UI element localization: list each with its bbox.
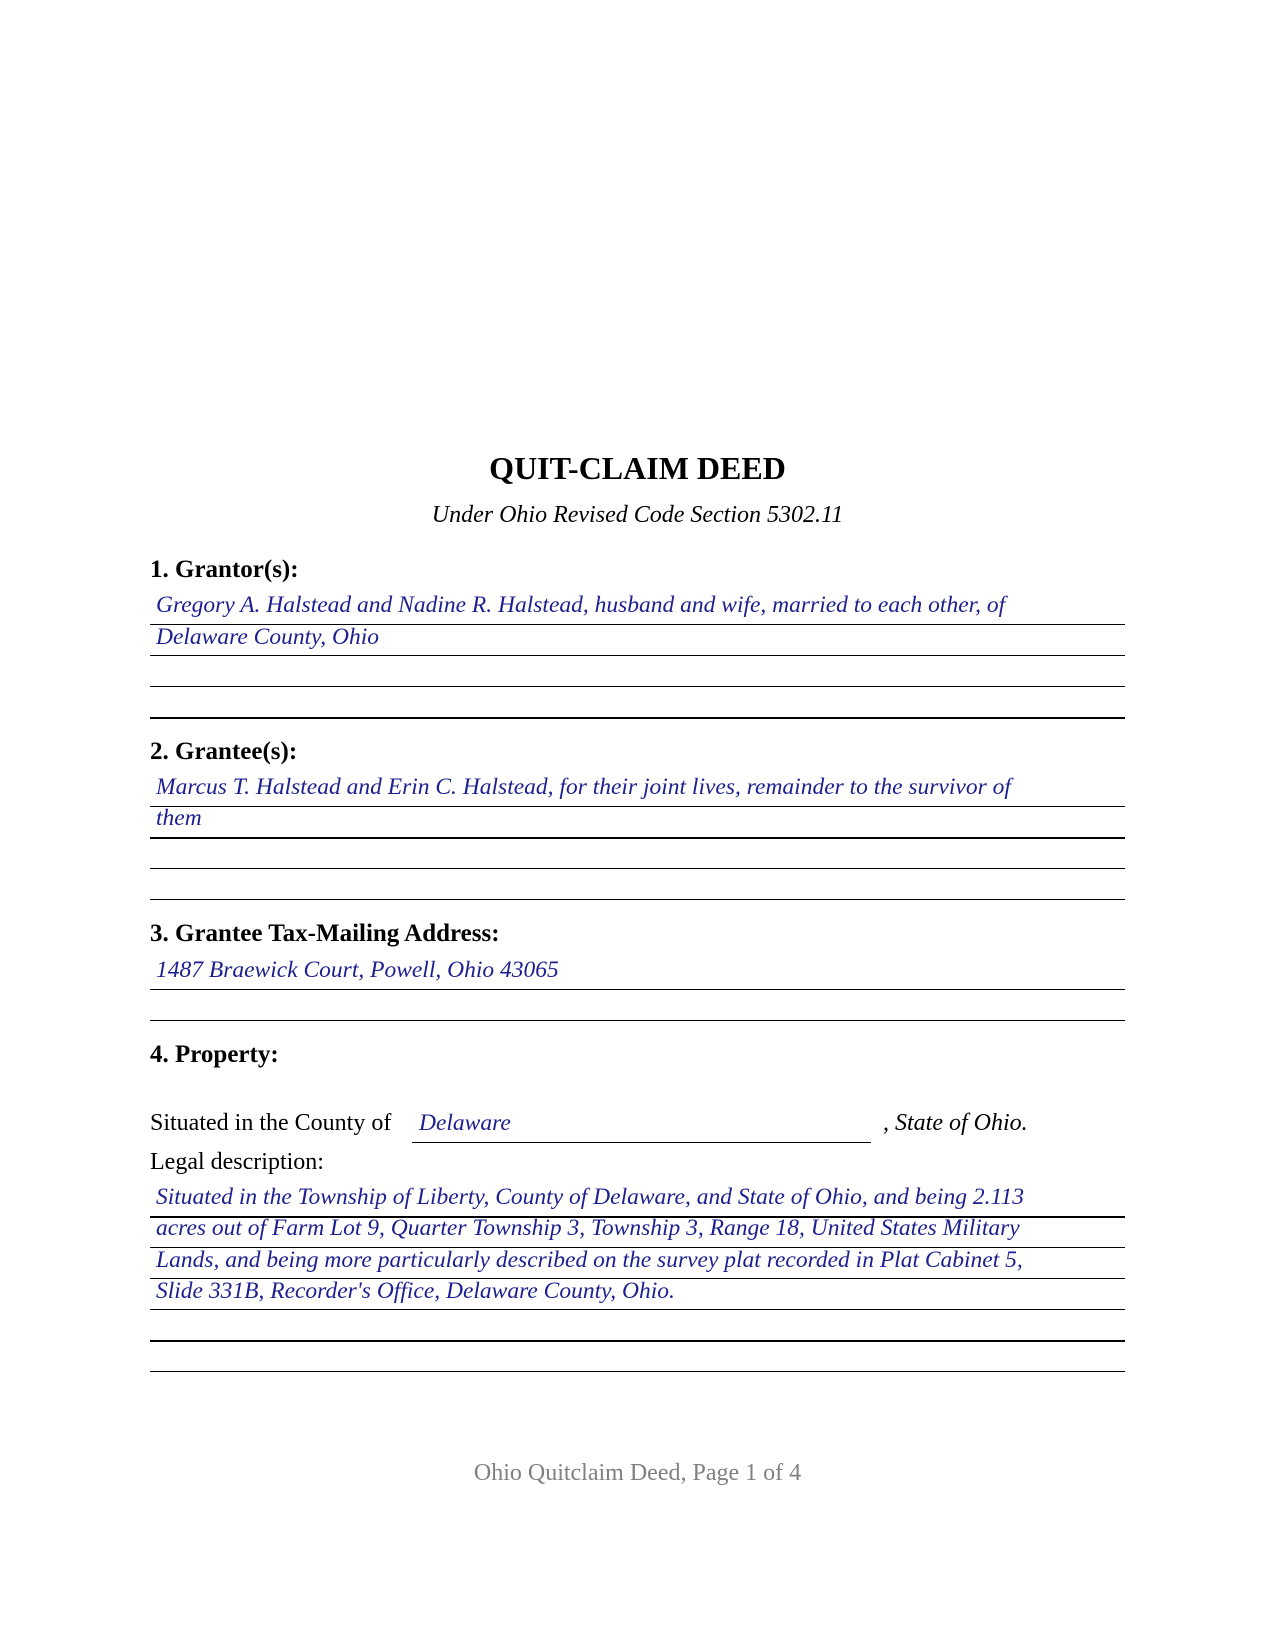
page-footer: Ohio Quitclaim Deed, Page 1 of 4 — [473, 1460, 802, 1486]
property-heading: 4. Property: — [150, 1041, 279, 1068]
county-rule — [412, 1142, 871, 1143]
tax-address-rule-1 — [150, 989, 1125, 990]
legal-description-label: Legal description: — [150, 1149, 324, 1175]
county-field[interactable]: Delaware — [419, 1110, 511, 1136]
tax-address-heading: 3. Grantee Tax-Mailing Address: — [150, 920, 500, 947]
grantee-rule-2 — [150, 837, 1125, 839]
grantee-heading: 2. Grantee(s): — [150, 738, 298, 765]
document-subtitle: Under Ohio Revised Code Section 5302.11 — [431, 502, 844, 528]
legal-rule-5 — [150, 1340, 1125, 1342]
grantee-line-2[interactable]: them — [156, 805, 202, 831]
tax-address-rule-2 — [150, 1020, 1125, 1021]
grantee-rule-3 — [150, 868, 1125, 869]
grantor-rule-2 — [150, 655, 1125, 656]
grantor-line-2[interactable]: Delaware County, Ohio — [156, 624, 380, 650]
grantee-rule-4 — [150, 899, 1125, 900]
county-prefix-label: Situated in the County of — [150, 1110, 392, 1136]
legal-rule-4 — [150, 1309, 1125, 1310]
legal-line-1[interactable]: Situated in the Township of Liberty, County of Delaware, and State of Ohio, and being 2.113 — [156, 1184, 1024, 1210]
tax-address-line-1[interactable]: 1487 Braewick Court, Powell, Ohio 43065 — [156, 957, 559, 983]
grantee-line-1[interactable]: Marcus T. Halstead and Erin C. Halstead, for their joint lives, remainder to the survivor of — [156, 774, 1011, 800]
legal-line-2[interactable]: acres out of Farm Lot 9, Quarter Township 3, Township 3, Range 18, United States Military — [156, 1215, 1020, 1241]
grantee-rule-1 — [150, 806, 1125, 807]
grantor-heading: 1. Grantor(s): — [150, 556, 299, 583]
grantor-rule-3 — [150, 686, 1125, 687]
legal-line-4[interactable]: Slide 331B, Recorder's Office, Delaware County, Ohio. — [156, 1278, 675, 1304]
document-title: QUIT-CLAIM DEED — [489, 450, 786, 486]
county-suffix-label: , State of Ohio. — [883, 1110, 1028, 1136]
legal-rule-6 — [150, 1371, 1125, 1372]
grantor-line-1[interactable]: Gregory A. Halstead and Nadine R. Halstead, husband and wife, married to each other, of — [156, 592, 1006, 618]
legal-line-3[interactable]: Lands, and being more particularly described on the survey plat recorded in Plat Cabinet 5, — [156, 1247, 1023, 1273]
grantor-rule-4 — [150, 717, 1125, 719]
